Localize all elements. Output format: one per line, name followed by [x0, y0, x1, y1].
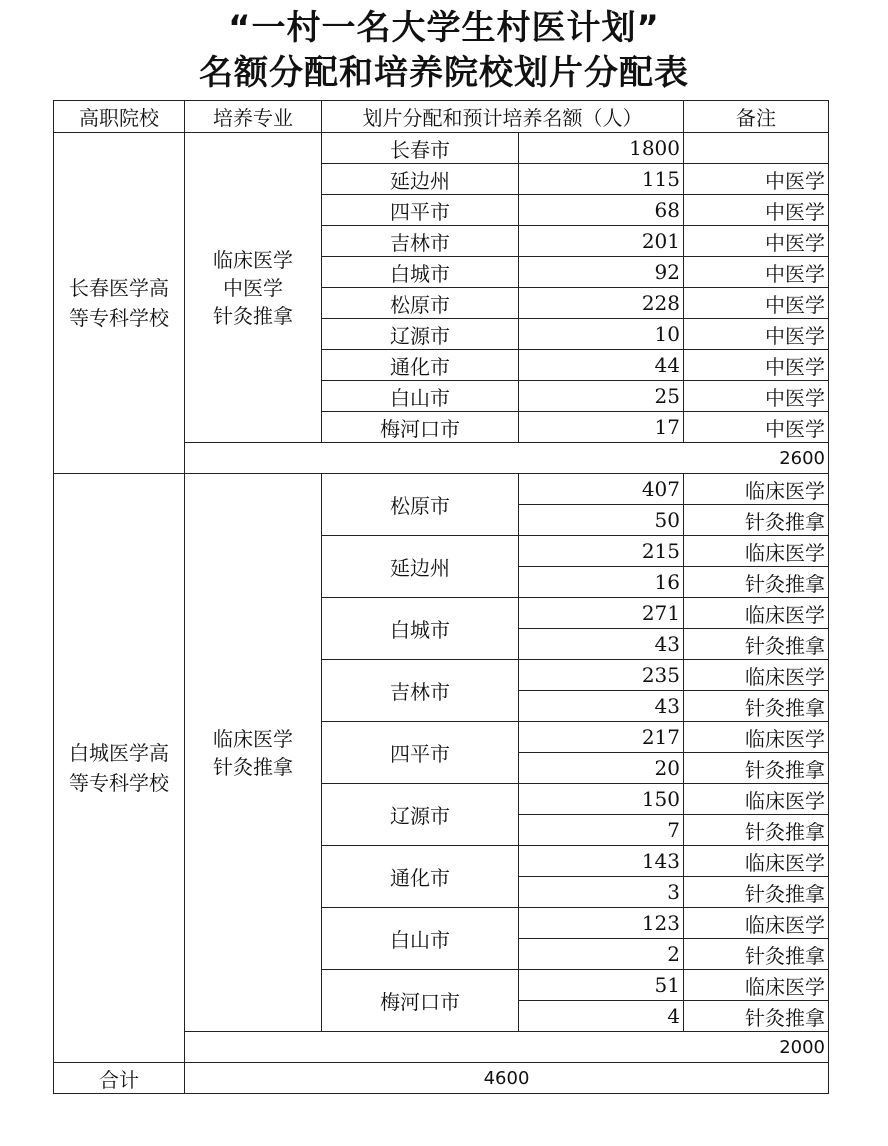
- count-cell: 92: [519, 257, 684, 288]
- subtotal-value: 2000: [185, 1032, 829, 1063]
- count-cell: 201: [519, 226, 684, 257]
- note-cell: 针灸推拿: [684, 567, 829, 598]
- count-cell: 3: [519, 877, 684, 908]
- subtotal-value: 2600: [185, 443, 829, 474]
- note-cell: 临床医学: [684, 536, 829, 567]
- count-cell: 68: [519, 195, 684, 226]
- count-cell: 10: [519, 319, 684, 350]
- major-item: 临床医学: [213, 247, 293, 272]
- count-cell: 143: [519, 846, 684, 877]
- note-cell: 针灸推拿: [684, 815, 829, 846]
- city-cell: 白城市: [322, 598, 519, 660]
- header-allocation: 划片分配和预计培养名额（人）: [322, 101, 684, 133]
- city-cell: 辽源市: [322, 784, 519, 846]
- major-list: [185, 133, 322, 443]
- note-cell: 针灸推拿: [684, 1001, 829, 1032]
- count-cell: 17: [519, 412, 684, 443]
- city-cell: 吉林市: [322, 660, 519, 722]
- note-cell: 中医学: [684, 195, 829, 226]
- count-cell: 44: [519, 350, 684, 381]
- school-name-line-1: 白城医学高: [69, 741, 169, 765]
- note-cell: 针灸推拿: [684, 691, 829, 722]
- count-cell: 215: [519, 536, 684, 567]
- count-cell: 7: [519, 815, 684, 846]
- total-value: 4600: [185, 1063, 829, 1094]
- count-cell: 271: [519, 598, 684, 629]
- school-name-line-2: 等专科学校: [69, 771, 169, 795]
- note-cell: 针灸推拿: [684, 505, 829, 536]
- note-cell: 中医学: [684, 226, 829, 257]
- header-row: [54, 101, 829, 133]
- count-cell: 228: [519, 288, 684, 319]
- city-cell: 梅河口市: [322, 412, 519, 443]
- count-cell: 25: [519, 381, 684, 412]
- count-cell: 43: [519, 629, 684, 660]
- note-cell: 临床医学: [684, 908, 829, 939]
- allocation-table: [53, 100, 829, 1094]
- count-cell: 20: [519, 753, 684, 784]
- note-cell: 临床医学: [684, 846, 829, 877]
- count-cell: 150: [519, 784, 684, 815]
- city-cell: 四平市: [322, 722, 519, 784]
- count-cell: 4: [519, 1001, 684, 1032]
- city-cell: 四平市: [322, 195, 519, 226]
- note-cell: 针灸推拿: [684, 753, 829, 784]
- total-label: 合计: [54, 1063, 185, 1094]
- note-cell: 临床医学: [684, 660, 829, 691]
- note-cell: [684, 133, 829, 164]
- note-cell: 临床医学: [684, 598, 829, 629]
- city-cell: 延边州: [322, 164, 519, 195]
- school-name: [54, 133, 185, 474]
- count-cell: 50: [519, 505, 684, 536]
- major-item: 针灸推拿: [213, 303, 293, 328]
- count-cell: 51: [519, 970, 684, 1001]
- table-row: [54, 133, 829, 164]
- city-cell: 白城市: [322, 257, 519, 288]
- count-cell: 217: [519, 722, 684, 753]
- city-cell: 松原市: [322, 288, 519, 319]
- school-name: [54, 474, 185, 1063]
- count-cell: 123: [519, 908, 684, 939]
- major-item: 临床医学: [213, 726, 293, 751]
- note-cell: 针灸推拿: [684, 629, 829, 660]
- note-cell: 针灸推拿: [684, 939, 829, 970]
- note-cell: 临床医学: [684, 970, 829, 1001]
- major-list: [185, 474, 322, 1032]
- document-title: [0, 0, 888, 96]
- major-item: 中医学: [223, 275, 283, 300]
- major-item: 针灸推拿: [213, 754, 293, 779]
- note-cell: 中医学: [684, 350, 829, 381]
- note-cell: 中医学: [684, 164, 829, 195]
- header-school: 高职院校: [54, 101, 185, 133]
- table-row: [54, 474, 829, 505]
- title-line-1: “一村一名大学生村医计划”: [228, 8, 660, 48]
- city-cell: 长春市: [322, 133, 519, 164]
- city-cell: 通化市: [322, 846, 519, 908]
- note-cell: 中医学: [684, 412, 829, 443]
- note-cell: 中医学: [684, 381, 829, 412]
- note-cell: 中医学: [684, 319, 829, 350]
- count-cell: 2: [519, 939, 684, 970]
- count-cell: 115: [519, 164, 684, 195]
- note-cell: 临床医学: [684, 722, 829, 753]
- city-cell: 辽源市: [322, 319, 519, 350]
- note-cell: 中医学: [684, 257, 829, 288]
- city-cell: 松原市: [322, 474, 519, 536]
- header-note: 备注: [684, 101, 829, 133]
- note-cell: 临床医学: [684, 474, 829, 505]
- count-cell: 1800: [519, 133, 684, 164]
- count-cell: 43: [519, 691, 684, 722]
- city-cell: 白山市: [322, 381, 519, 412]
- city-cell: 吉林市: [322, 226, 519, 257]
- count-cell: 235: [519, 660, 684, 691]
- school-name-line-1: 长春医学高: [69, 276, 169, 300]
- city-cell: 白山市: [322, 908, 519, 970]
- count-cell: 407: [519, 474, 684, 505]
- city-cell: 通化市: [322, 350, 519, 381]
- title-line-2: 名额分配和培养院校划片分配表: [199, 53, 689, 93]
- city-cell: 延边州: [322, 536, 519, 598]
- note-cell: 中医学: [684, 288, 829, 319]
- note-cell: 针灸推拿: [684, 877, 829, 908]
- count-cell: 16: [519, 567, 684, 598]
- total-row: [54, 1063, 829, 1094]
- header-major: 培养专业: [185, 101, 322, 133]
- city-cell: 梅河口市: [322, 970, 519, 1032]
- note-cell: 临床医学: [684, 784, 829, 815]
- school-name-line-2: 等专科学校: [69, 306, 169, 330]
